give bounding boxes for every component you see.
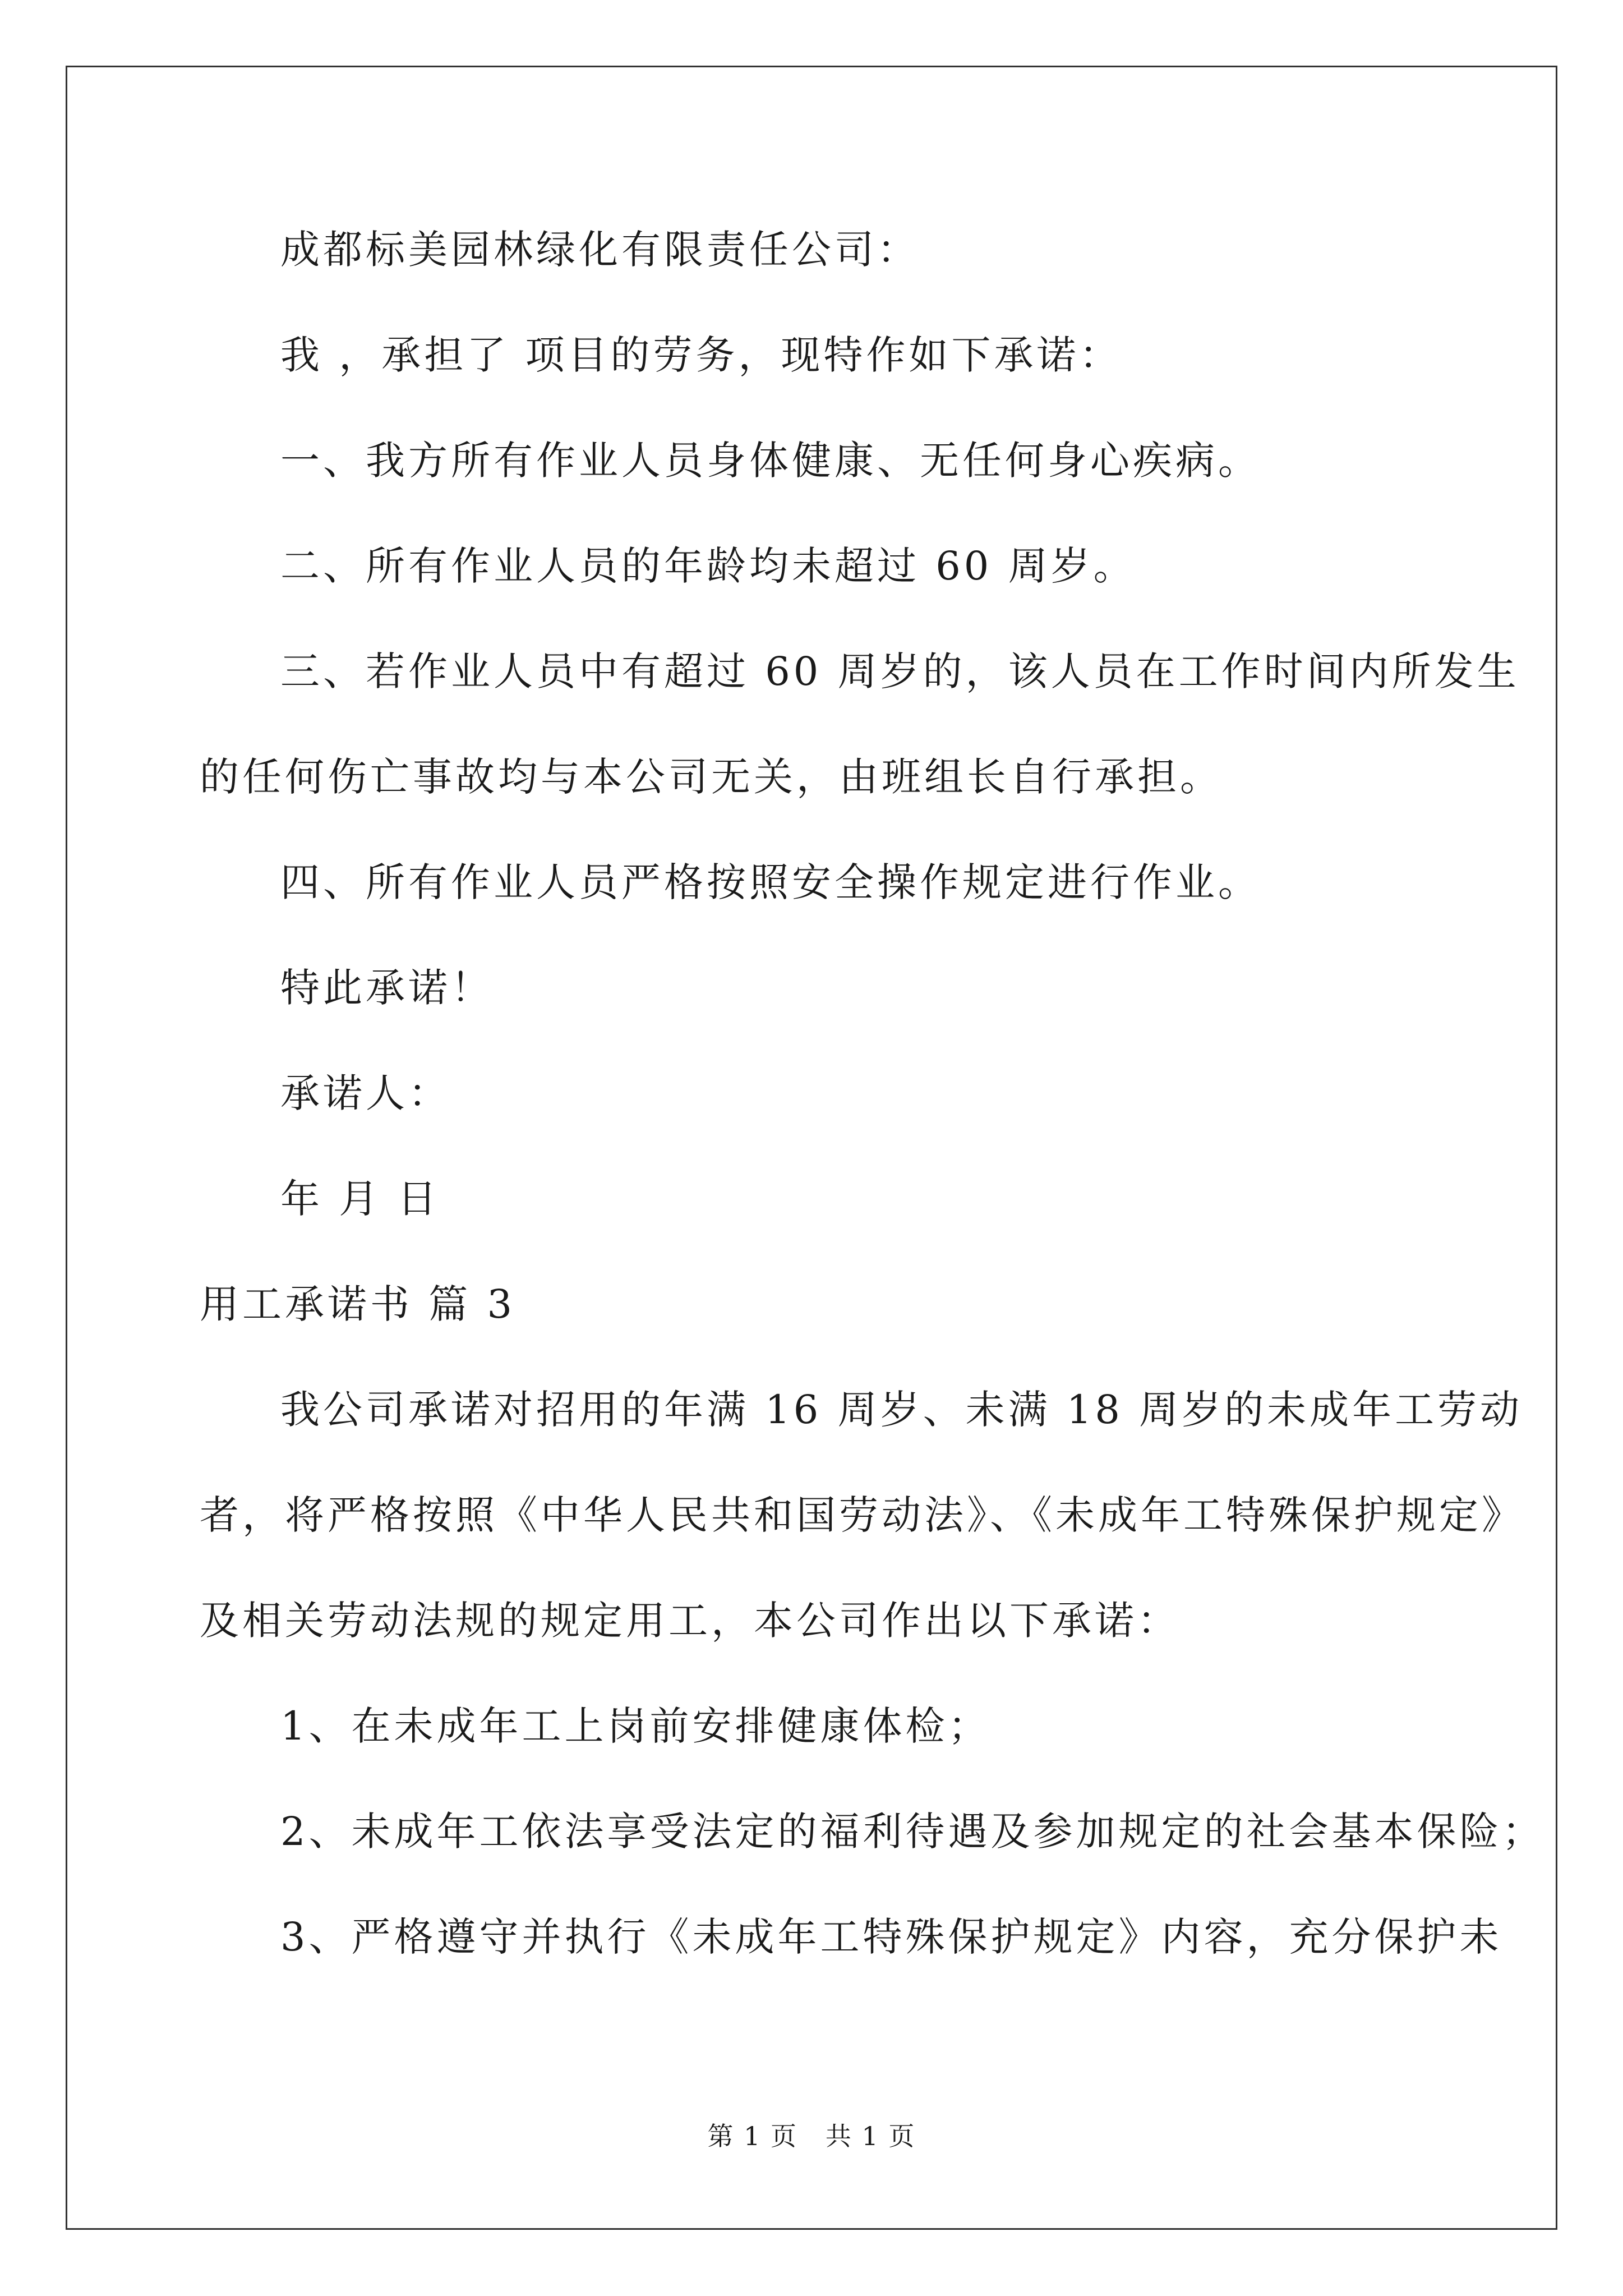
- closing-phrase: 特此承诺！: [280, 965, 494, 1011]
- salutation: 成都标美园林绿化有限责任公司：: [280, 227, 920, 273]
- paragraph-2-line-2: 者，将严格按照《中华人民共和国劳动法》、《未成年工特殊保护规定》: [200, 1492, 1524, 1538]
- page-footer: 第 1 页 共 1 页: [707, 2121, 916, 2151]
- commitment-item-2: 二、所有作业人员的年龄均未超过 60 周岁。: [280, 543, 1136, 589]
- commitment-item-3-cont: 的任何伤亡事故均与本公司无关，由班组长自行承担。: [200, 754, 1223, 800]
- numbered-item-3: 3、严格遵守并执行《未成年工特殊保护规定》内容，充分保护未: [280, 1914, 1502, 1960]
- signatory-label: 承诺人：: [280, 1070, 451, 1116]
- date-line: 年 月 日: [280, 1176, 440, 1222]
- numbered-item-2: 2、未成年工依法享受法定的福利待遇及参加规定的社会基本保险；: [280, 1809, 1545, 1855]
- commitment-item-3: 三、若作业人员中有超过 60 周岁的，该人员在工作时间内所发生: [280, 648, 1520, 694]
- commitment-item-1: 一、我方所有作业人员身体健康、无任何身心疾病。: [280, 438, 1261, 484]
- page-border: [66, 66, 1557, 2230]
- commitment-item-4: 四、所有作业人员严格按照安全操作规定进行作业。: [280, 859, 1261, 905]
- numbered-item-1: 1、在未成年工上岗前安排健康体检；: [280, 1703, 991, 1749]
- paragraph-2-line-3: 及相关劳动法规的规定用工，本公司作出以下承诺：: [200, 1598, 1180, 1644]
- paragraph-intro: 我 ，承担了 项目的劳务，现特作如下承诺：: [280, 332, 1122, 378]
- section-heading: 用工承诺书 篇 3: [200, 1281, 516, 1327]
- paragraph-2-line-1: 我公司承诺对招用的年满 16 周岁、未满 18 周岁的未成年工劳动: [280, 1387, 1523, 1433]
